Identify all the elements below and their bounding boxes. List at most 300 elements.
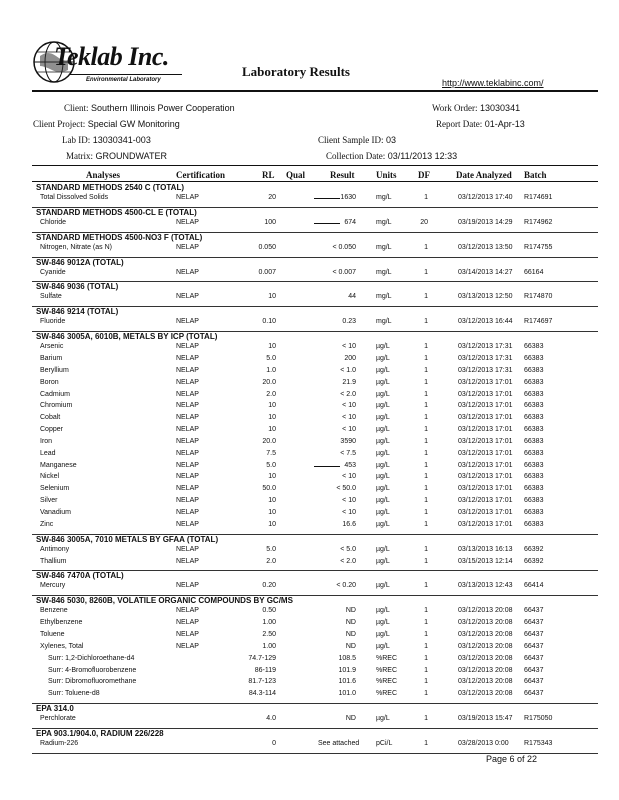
cell-analyte: Iron [40,437,53,445]
workorder-field [432,103,520,113]
table-row [0,473,619,485]
section-title: STANDARD METHODS 4500-CL E (TOTAL) [36,207,197,217]
cell-units: µg/L [376,520,390,528]
cell-date-analyzed: 03/12/2013 17:01 [458,449,513,457]
section-title: SW-846 3005A, 7010 METALS BY GFAA (TOTAL) [36,534,219,544]
cell-date-analyzed: 03/12/2013 17:40 [458,194,513,201]
cell-date-analyzed: 03/12/2013 17:01 [458,402,513,410]
cell-analyte: Vanadium [40,509,72,516]
cell-units: µg/L [376,461,390,469]
cell-analyte: Cobalt [40,414,61,422]
cell-analyte: Antimony [40,545,70,553]
cell-batch: 66383 [524,390,544,398]
cell-batch: 66437 [524,619,544,627]
cell-result: ND [345,630,356,638]
cell-result: < 5.0 [340,545,356,553]
sample-id-field [318,135,396,145]
cell-rl: 1.00 [262,619,276,627]
table-row [0,485,619,497]
cell-analyte: Copper [40,426,63,434]
cell-analyte: Cadmium [40,390,70,398]
cell-analyte: Chloride [40,218,67,226]
cell-units: µg/L [376,343,390,351]
col-qual: Qual [286,170,306,180]
cell-batch: 66383 [524,520,544,528]
company-name: Teklab Inc. [54,42,169,71]
cell-batch: R174697 [524,318,553,326]
cell-batch: R174870 [524,293,553,301]
cell-analyte: Total Dissolved Solids [40,194,109,201]
highlight-mark [314,466,340,467]
cell-df: 1 [424,378,428,386]
cell-rl: 74.7-129 [248,654,276,662]
cell-rl: 0 [272,739,276,747]
cell-batch: 66437 [524,630,544,638]
cell-date-analyzed: 03/12/2013 17:31 [458,366,513,374]
cell-certification: NELAP [176,630,199,638]
table-row [0,414,619,426]
cell-rl: 10 [268,402,276,410]
table-row [0,343,619,355]
cell-date-analyzed: 03/12/2013 17:01 [458,426,513,434]
cell-result: 674 [344,218,356,226]
cell-rl: 10 [268,293,276,301]
cell-units: µg/L [376,545,390,553]
cell-units: µg/L [376,630,390,638]
cell-analyte: Zinc [40,520,54,528]
cell-batch: 66392 [524,545,544,553]
table-row [0,497,619,509]
cell-certification: NELAP [176,497,199,505]
col-units: Units [376,170,397,180]
cell-result: 1630 [340,194,356,201]
cell-units: µg/L [376,557,390,565]
cell-units: mg/L [376,243,392,251]
cell-units: µg/L [376,607,390,615]
cell-analyte: Toluene [40,630,65,638]
cell-date-analyzed: 03/19/2013 15:47 [458,715,513,723]
cell-analyte: Surr: 1,2-Dichloroethane-d4 [48,654,135,662]
cell-df: 1 [424,293,428,301]
cell-result: 101.0 [338,690,356,698]
table-row [0,426,619,438]
cell-batch: 66437 [524,607,544,615]
cell-batch: 66383 [524,426,544,434]
cell-analyte: Lead [40,449,56,457]
cell-certification: NELAP [176,390,199,398]
cell-df: 1 [424,268,428,276]
cell-result: ND [345,642,356,650]
table-row [0,244,619,256]
cell-units: µg/L [376,619,390,627]
cell-certification: NELAP [176,268,199,276]
cell-analyte: Surr: 4-Bromofluorobenzene [48,666,137,674]
cell-rl: 81.7-123 [248,678,276,686]
cell-result: ND [345,715,356,723]
cell-date-analyzed: 03/12/2013 20:08 [458,642,513,650]
col-date-analyzed: Date Analyzed [456,170,512,180]
highlight-mark [314,223,340,224]
cell-analyte: Nickel [40,473,60,481]
cell-df: 1 [424,343,428,351]
cell-df: 1 [424,473,428,481]
cell-df: 1 [424,366,428,374]
cell-rl: 0.050 [258,243,276,251]
cell-certification: NELAP [176,293,199,301]
cell-result: ND [345,619,356,627]
cell-batch: 66414 [524,582,544,590]
project-value: Special GW Monitoring [87,119,180,129]
cell-analyte: Radium-226 [40,739,79,747]
cell-rl: 5.0 [266,461,276,469]
cell-rl: 5.0 [266,545,276,553]
cell-rl: 86-119 [254,666,276,674]
section-title: SW-846 9012A (TOTAL) [36,257,124,267]
cell-units: µg/L [376,426,390,434]
cell-date-analyzed: 03/12/2013 17:31 [458,343,513,351]
cell-rl: 0.20 [262,582,276,590]
section-title: STANDARD METHODS 2540 C (TOTAL) [36,183,185,192]
cell-result: 101.6 [338,678,356,686]
cell-result: < 0.007 [332,268,356,276]
section-title: SW-846 9036 (TOTAL) [36,282,119,292]
cell-df: 1 [424,509,428,516]
highlight-mark [314,198,340,199]
cell-result: 16.6 [342,520,356,528]
col-analyses: Analyses [86,170,121,180]
cell-batch: 66437 [524,654,544,662]
cell-result: < 2.0 [340,557,356,565]
table-row [0,558,619,570]
table-row [0,631,619,643]
cell-certification: NELAP [176,557,199,565]
cell-date-analyzed: 03/19/2013 14:29 [458,218,513,226]
page-title: Laboratory Results [242,64,350,79]
cell-batch: 66437 [524,678,544,686]
cell-analyte: Mercury [40,582,66,590]
cell-df: 1 [424,520,428,528]
report-date-value: 01-Apr-13 [484,119,525,129]
cell-result: 21.9 [342,378,356,386]
table-row [0,678,619,690]
table-row [0,269,619,281]
cell-date-analyzed: 03/12/2013 20:08 [458,619,513,627]
labid-field [62,135,151,145]
table-row [0,293,619,305]
cell-units: µg/L [376,582,390,590]
cell-analyte: Fluoride [40,318,66,326]
cell-result: < 50.0 [336,485,356,493]
cell-date-analyzed: 03/15/2013 12:14 [458,557,513,565]
cell-df: 1 [424,461,428,469]
cell-units: %REC [376,666,398,674]
cell-date-analyzed: 03/12/2013 20:08 [458,678,513,686]
cell-units: %REC [376,690,398,698]
cell-rl: 2.50 [262,630,276,638]
cell-date-analyzed: 03/28/2013 0:00 [458,739,509,747]
matrix-field [66,151,167,161]
cell-certification: NELAP [176,318,199,326]
collection-date-label: Collection Date: [326,151,386,161]
cell-df: 1 [424,390,428,398]
cell-rl: 20.0 [262,378,276,386]
cell-date-analyzed: 03/12/2013 17:01 [458,497,513,505]
labid-label: Lab ID: [62,135,91,145]
cell-df: 1 [424,426,428,434]
cell-analyte: Perchlorate [40,715,76,723]
cell-analyte: Ethylbenzene [40,619,83,627]
cell-certification: NELAP [176,545,199,553]
cell-certification: NELAP [176,218,199,226]
cell-date-analyzed: 03/12/2013 17:01 [458,378,513,386]
cell-units: %REC [376,654,398,662]
cell-result: < 10 [342,414,356,422]
cell-certification: NELAP [176,509,199,516]
cell-units: mg/L [376,293,392,301]
table-row [0,438,619,450]
table-row [0,355,619,367]
cell-result: < 1.0 [340,366,356,374]
cell-batch: 66437 [524,666,544,674]
cell-date-analyzed: 03/12/2013 17:01 [458,437,513,445]
cell-batch: 66383 [524,449,544,457]
table-row [0,509,619,521]
cell-result: < 10 [342,473,356,481]
cell-units: µg/L [376,449,390,457]
cell-date-analyzed: 03/14/2013 14:27 [458,268,513,276]
cell-analyte: Chromium [40,402,73,410]
table-row [0,740,619,752]
cell-units: mg/L [376,194,392,201]
report-date-field [436,119,525,129]
client-value: Southern Illinois Power Cooperation [91,103,235,113]
section-divider [32,703,598,704]
cell-date-analyzed: 03/13/2013 12:43 [458,582,513,590]
table-row [0,607,619,619]
cell-units: µg/L [376,485,390,493]
cell-result: < 10 [342,509,356,516]
table-row [0,690,619,702]
cell-certification: NELAP [176,449,199,457]
cell-analyte: Silver [40,497,58,505]
cell-certification: NELAP [176,402,199,410]
cell-analyte: Manganese [40,461,77,469]
table-row [0,194,619,206]
cell-rl: 100 [264,218,276,226]
table-row [0,521,619,533]
cell-units: µg/L [376,437,390,445]
cell-date-analyzed: 03/12/2013 17:01 [458,509,513,516]
workorder-value: 13030341 [480,103,521,113]
cell-df: 1 [424,607,428,615]
cell-rl: 10 [268,497,276,505]
cell-certification: NELAP [176,619,199,627]
cell-batch: 66392 [524,557,544,565]
cell-date-analyzed: 03/12/2013 17:01 [458,485,513,493]
cell-certification: NELAP [176,485,199,493]
matrix-label: Matrix: [66,151,93,161]
cell-df: 1 [424,545,428,553]
cell-batch: R174691 [524,194,553,201]
cell-batch: 66383 [524,354,544,362]
cell-rl: 84.3-114 [248,690,276,698]
cell-units: µg/L [376,354,390,362]
cell-date-analyzed: 03/12/2013 17:01 [458,414,513,422]
cell-rl: 10 [268,520,276,528]
report-date-label: Report Date: [436,119,483,129]
cell-date-analyzed: 03/12/2013 20:08 [458,690,513,698]
cell-analyte: Sulfate [40,293,62,301]
cell-analyte: Surr: Dibromofluoromethane [48,678,137,686]
cell-batch: R175343 [524,739,553,747]
cell-batch: 66383 [524,485,544,493]
cell-batch: R174755 [524,243,553,251]
cell-result: < 10 [342,402,356,410]
cell-units: µg/L [376,497,390,505]
cell-analyte: Arsenic [40,343,64,351]
cell-units: %REC [376,678,398,686]
cell-certification: NELAP [176,461,199,469]
cell-df: 1 [424,485,428,493]
cell-certification: NELAP [176,343,199,351]
table-row [0,619,619,631]
table-row [0,667,619,679]
client-field [64,103,235,113]
cell-result: 3590 [340,437,356,445]
cell-rl: 0.10 [262,318,276,326]
cell-rl: 2.0 [266,390,276,398]
cell-batch: 66383 [524,497,544,505]
cell-result: 453 [344,461,356,469]
cell-units: µg/L [376,366,390,374]
cell-analyte: Xylenes, Total [40,642,84,650]
cell-analyte: Surr: Toluene-d8 [48,690,100,698]
cell-date-analyzed: 03/13/2013 16:13 [458,545,513,553]
cell-result: 200 [344,354,356,362]
table-row [0,462,619,474]
cell-rl: 4.0 [266,715,276,723]
table-row [0,391,619,403]
cell-rl: 10 [268,509,276,516]
cell-units: µg/L [376,642,390,650]
cell-date-analyzed: 03/12/2013 20:08 [458,630,513,638]
cell-certification: NELAP [176,366,199,374]
table-row [0,402,619,414]
cell-analyte: Beryllium [40,366,69,374]
cell-batch: 66383 [524,378,544,386]
table-row [0,450,619,462]
cell-rl: 0.50 [262,607,276,615]
cell-analyte: Selenium [40,485,70,493]
cell-df: 1 [424,690,428,698]
cell-certification: NELAP [176,520,199,528]
cell-df: 1 [424,678,428,686]
cell-result: < 10 [342,497,356,505]
cell-date-analyzed: 03/12/2013 20:08 [458,666,513,674]
cell-units: mg/L [376,268,392,276]
cell-result: 0.23 [342,318,356,326]
cell-certification: NELAP [176,378,199,386]
cell-date-analyzed: 03/12/2013 17:01 [458,390,513,398]
cell-units: µg/L [376,402,390,410]
cell-result: < 10 [342,426,356,434]
cell-batch: 66383 [524,509,544,516]
section-title: SW-846 9214 (TOTAL) [36,307,119,317]
logo-underline [70,74,182,75]
cell-result: 44 [348,293,356,301]
cell-df: 1 [424,642,428,650]
cell-rl: 50.0 [262,485,276,493]
cell-df: 1 [424,654,428,662]
cell-df: 1 [424,739,428,747]
cell-result: ND [345,607,356,615]
cell-certification: NELAP [176,194,199,201]
col-result: Result [330,170,355,180]
project-label: Client Project: [33,119,86,129]
cell-df: 1 [424,243,428,251]
cell-units: mg/L [376,318,392,326]
cell-batch: 66437 [524,642,544,650]
cell-units: µg/L [376,414,390,422]
cell-batch: 66383 [524,473,544,481]
section-title: STANDARD METHODS 4500-NO3 F (TOTAL) [36,232,203,242]
cell-certification: NELAP [176,426,199,434]
cell-df: 1 [424,449,428,457]
company-subtitle: Environmental Laboratory [86,77,161,83]
cell-units: µg/L [376,473,390,481]
cell-rl: 20.0 [262,437,276,445]
cell-result: < 10 [342,343,356,351]
cell-rl: 1.00 [262,642,276,650]
table-row [0,655,619,667]
cell-units: µg/L [376,715,390,723]
cell-df: 1 [424,318,428,326]
cell-df: 1 [424,497,428,505]
cell-df: 1 [424,582,428,590]
cell-units: µg/L [376,378,390,386]
cell-certification: NELAP [176,642,199,650]
labid-value: 13030341-003 [92,135,151,145]
section-title: EPA 903.1/904.0, RADIUM 226/228 [36,728,164,738]
cell-rl: 2.0 [266,557,276,565]
table-row [0,546,619,558]
table-row [0,367,619,379]
cell-units: pCi/L [376,739,393,747]
cell-result: < 0.20 [336,582,356,590]
section-title: SW-846 5030, 8260B, VOLATILE ORGANIC COMPOUNDS BY GC/MS [36,596,293,606]
sample-id-value: 03 [386,135,397,145]
cell-rl: 10 [268,343,276,351]
cell-batch: R175050 [524,715,553,723]
cell-analyte: Nitrogen, Nitrate (as N) [40,243,112,251]
collection-date-value: 03/11/2013 12:33 [387,151,458,161]
collection-date-field [326,151,457,161]
cell-result: < 2.0 [340,390,356,398]
cell-analyte: Cyanide [40,268,66,276]
cell-df: 1 [424,666,428,674]
cell-analyte: Thallium [40,557,67,565]
cell-date-analyzed: 03/12/2013 20:08 [458,654,513,662]
cell-df: 1 [424,715,428,723]
cell-result: < 7.5 [340,449,356,457]
cell-batch: 66383 [524,402,544,410]
cell-batch: 66383 [524,437,544,445]
cell-date-analyzed: 03/12/2013 20:08 [458,607,513,615]
cell-df: 1 [424,354,428,362]
company-url-link[interactable]: http://www.teklabinc.com/ [442,78,544,88]
cell-df: 1 [424,402,428,410]
table-row [0,643,619,655]
